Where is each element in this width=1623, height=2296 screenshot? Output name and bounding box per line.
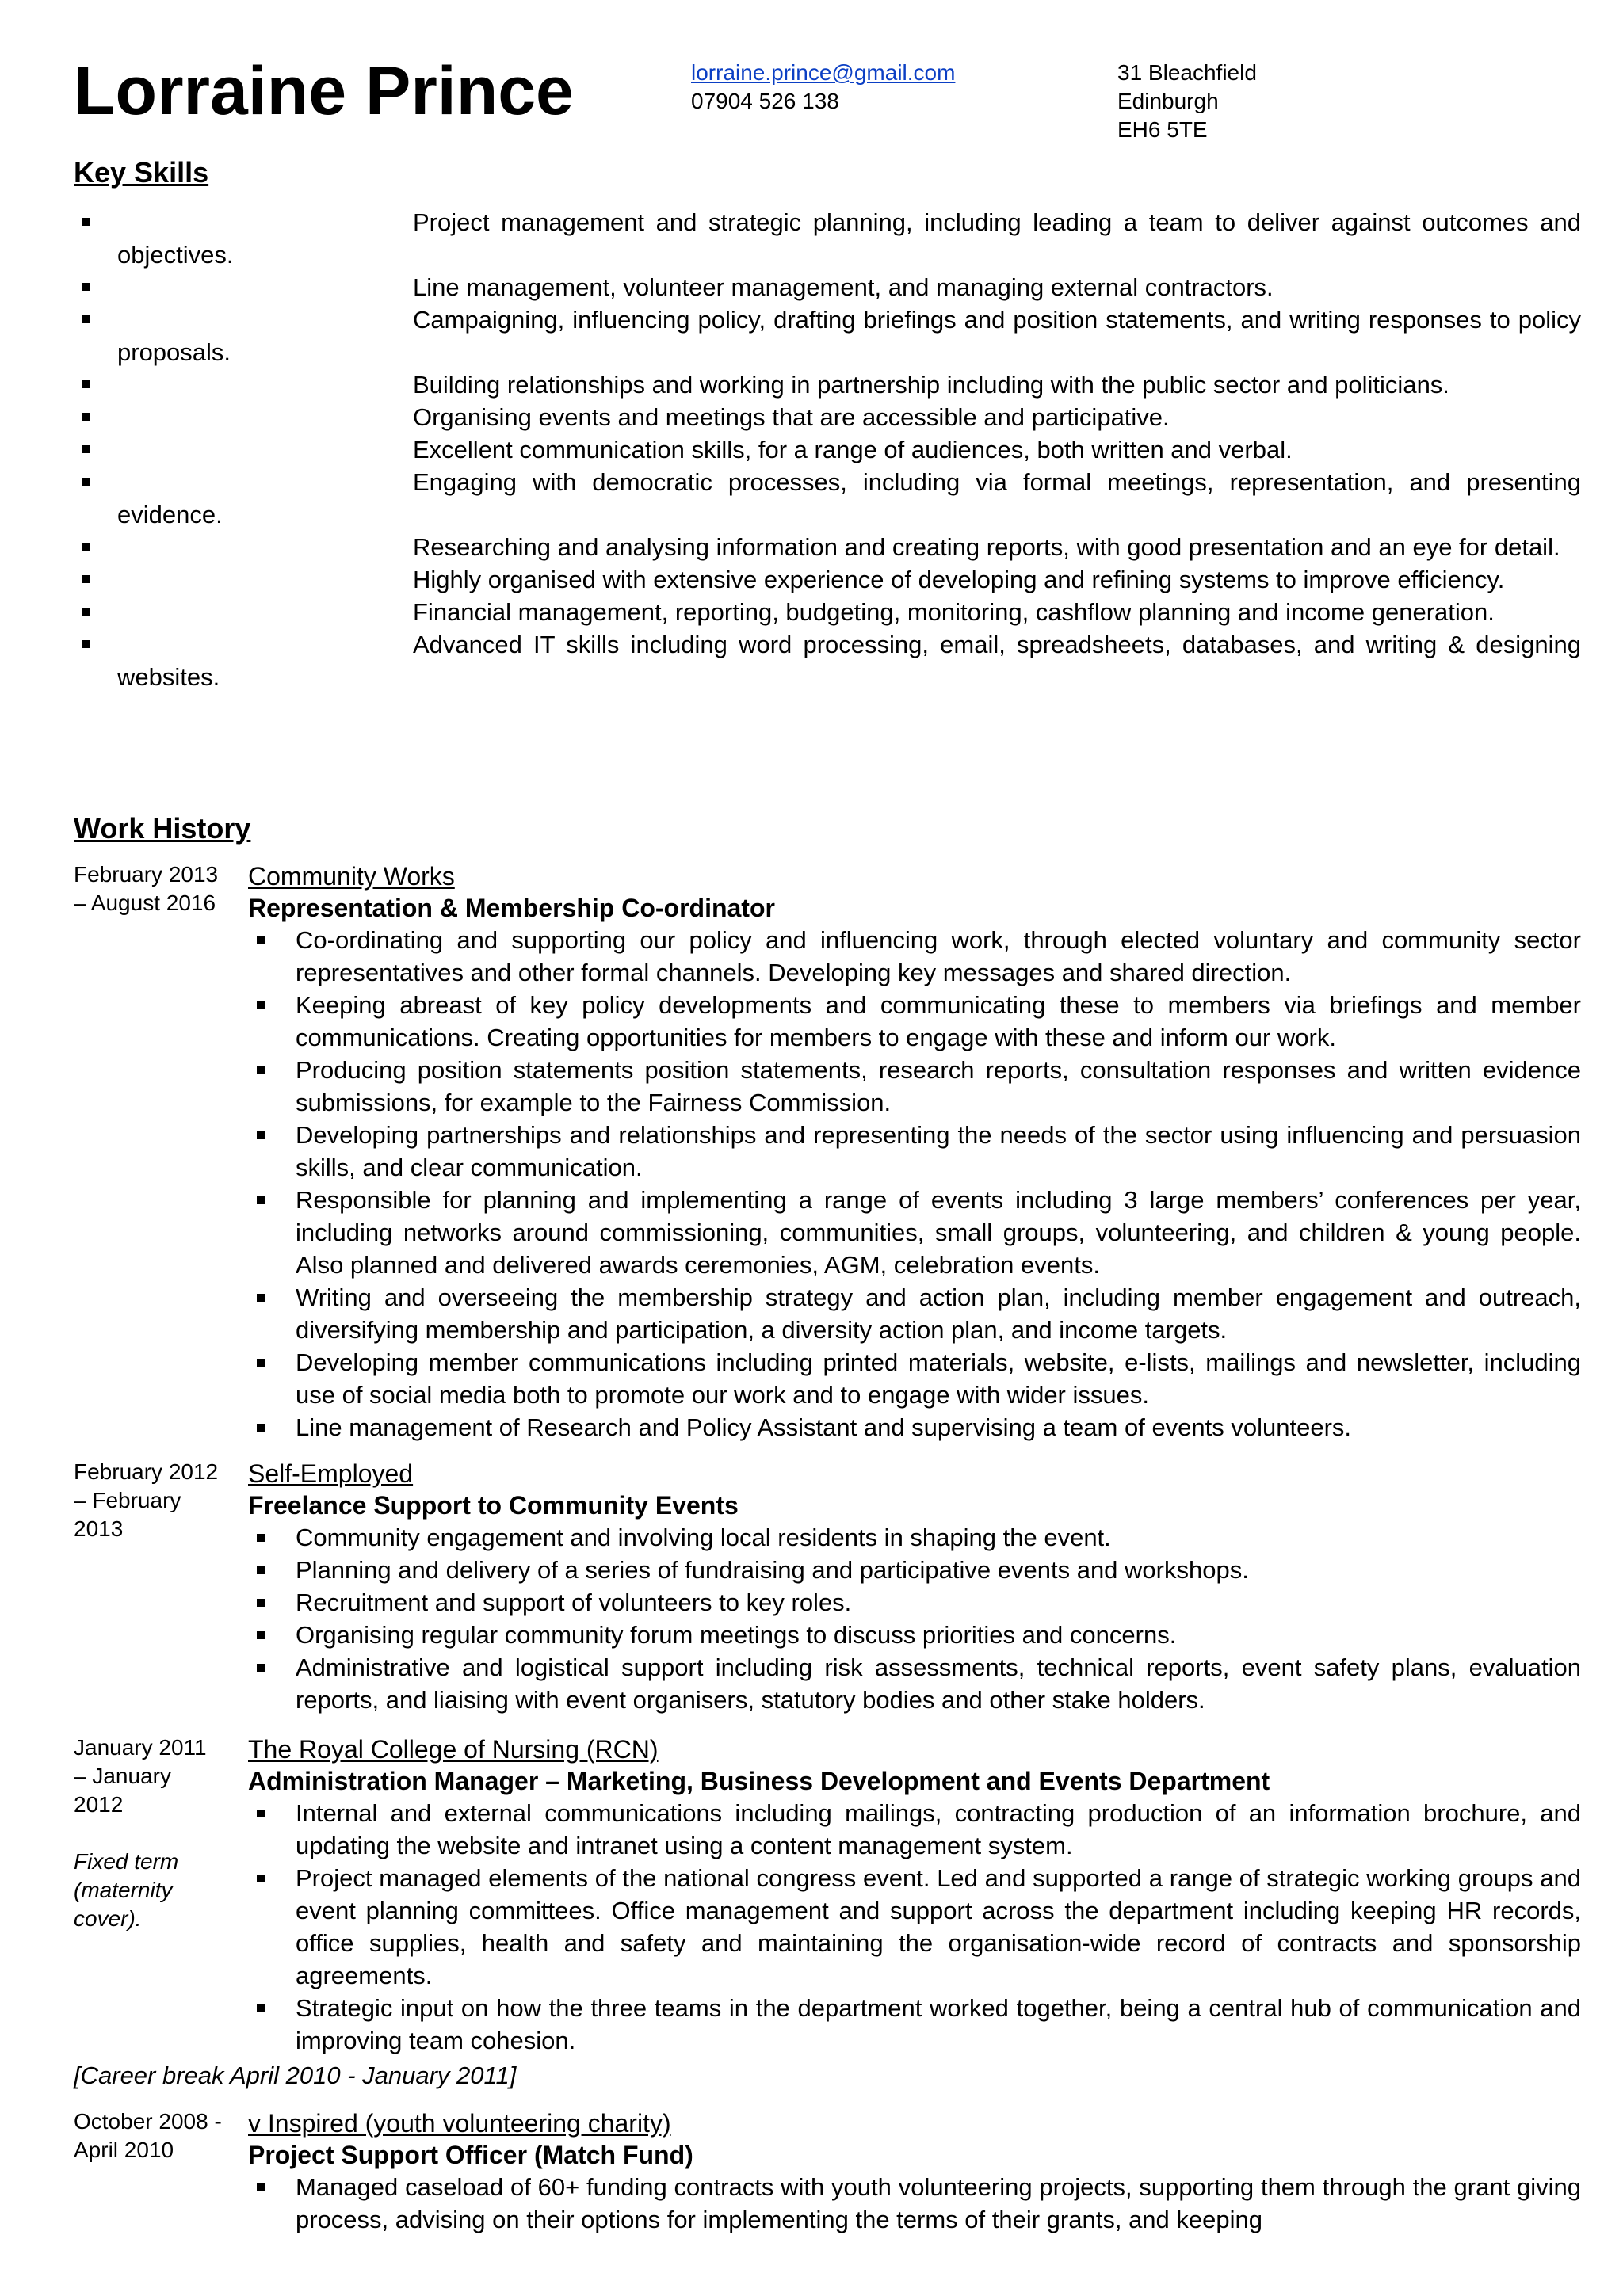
duty-item: Strategic input on how the three teams in the department worked together, being a central hub of communication and improving team cohesion. — [248, 1992, 1581, 2057]
duty-item: Developing member communications including printed materials, website, e-lists, mailings and newsletter, including use of social media both to promote our work and to engage with wider issues. — [248, 1346, 1581, 1411]
career-break-note: [Career break April 2010 - January 2011] — [74, 2061, 517, 2089]
job-date-range: January 2011 – January 2012 — [74, 1735, 207, 1817]
skill-item: Advanced IT skills including word processing, email, spreadsheets, databases, and writing & designing websites. — [74, 628, 1581, 693]
postal-address — [1117, 59, 1257, 144]
duty-item: Producing position statements position statements, research reports, consultation responses and written evidence submissions, for example to the Fairness Commission. — [248, 1054, 1581, 1119]
duty-item: Planning and delivery of a series of fundraising and participative events and workshops. — [248, 1554, 1581, 1586]
job-duties — [248, 1521, 1581, 1716]
job-duties — [248, 924, 1581, 1444]
job-dates — [74, 1733, 224, 1933]
skill-item: Engaging with democratic processes, including via formal meetings, representation, and presenting evidence. — [74, 466, 1581, 531]
duty-item: Managed caseload of 60+ funding contracts with youth volunteering projects, supporting them through the grant giving process, advising on their options for implementing the terms of their grants, and keeping — [248, 2171, 1581, 2236]
skill-item: Organising events and meetings that are accessible and participative. — [74, 401, 1581, 433]
duty-item: Internal and external communications including mailings, contracting production of an information brochure, and updating the website and intranet using a content management system. — [248, 1797, 1581, 1862]
address-line-2: Edinburgh — [1117, 89, 1219, 113]
skill-item: Highly organised with extensive experience of developing and refining systems to improve efficiency. — [74, 563, 1581, 596]
employer-name: v Inspired (youth volunteering charity) — [248, 2109, 671, 2138]
duty-item: Developing partnerships and relationships and representing the needs of the sector using influencing and persuasion skills, and clear communication. — [248, 1119, 1581, 1184]
skill-item: Researching and analysing information and creating reports, with good presentation and an eye for detail. — [74, 531, 1581, 563]
work-history-heading: Work History — [74, 812, 251, 845]
skill-item: Line management, volunteer management, and managing external contractors. — [74, 271, 1581, 303]
duty-item: Responsible for planning and implementing a range of events including 3 large members’ conferences per year, including networks around commissioning, communities, small groups, volunteering, and children & young people. Also planned and delivered awards ceremonies, AGM, celebration events. — [248, 1184, 1581, 1281]
skill-item: Building relationships and working in partnership including with the public sector and politicians. — [74, 368, 1581, 401]
job-dates: February 2013 – August 2016 — [74, 862, 219, 915]
duty-item: Line management of Research and Policy Assistant and supervising a team of events volunteers. — [248, 1411, 1581, 1444]
duty-item: Writing and overseeing the membership strategy and action plan, including member engagement and outreach, diversifying membership and participation, a diversity action plan, and income targets. — [248, 1281, 1581, 1346]
duty-item: Recruitment and support of volunteers to key roles. — [248, 1586, 1581, 1619]
employer-name: The Royal College of Nursing (RCN) — [248, 1735, 659, 1764]
address-line-1: 31 Bleachfield — [1117, 60, 1257, 85]
skill-item: Excellent communication skills, for a range of audiences, both written and verbal. — [74, 433, 1581, 466]
employer-name: Self-Employed — [248, 1459, 414, 1488]
key-skills-heading: Key Skills — [74, 156, 209, 189]
duty-item: Keeping abreast of key policy developments and communicating these to members via briefings and member communications. Creating opportunities for members to engage with these and inform our work. — [248, 989, 1581, 1054]
skill-item: Financial management, reporting, budgeting, monitoring, cashflow planning and income generation. — [74, 596, 1581, 628]
skill-item: Project management and strategic planning, including leading a team to deliver against outcomes and objectives. — [74, 206, 1581, 271]
key-skills-list — [74, 206, 1581, 693]
address-line-3: EH6 5TE — [1117, 117, 1208, 142]
job-title: Freelance Support to Community Events — [248, 1491, 739, 1520]
job-duties — [248, 2171, 1581, 2236]
duty-item: Organising regular community forum meetings to discuss priorities and concerns. — [248, 1619, 1581, 1651]
job-title: Representation & Membership Co-ordinator — [248, 894, 775, 922]
duty-item: Administrative and logistical support including risk assessments, technical reports, event safety plans, evaluation reports, and liaising with event organisers, statutory bodies and other stake holders. — [248, 1651, 1581, 1716]
duty-item: Co-ordinating and supporting our policy and influencing work, through elected voluntary and community sector representatives and other formal channels. Developing key messages and shared direction. — [248, 924, 1581, 989]
job-dates: February 2012 – February 2013 — [74, 1459, 219, 1541]
phone-number: 07904 526 138 — [691, 89, 839, 113]
skill-item: Campaigning, influencing policy, drafting briefings and position statements, and writing responses to policy proposals. — [74, 303, 1581, 368]
employer-name: Community Works — [248, 862, 455, 891]
job-title: Project Support Officer (Match Fund) — [248, 2141, 693, 2169]
duty-item: Project managed elements of the national congress event. Led and supported a range of strategic working groups and event planning committees. Office management and support across the department including keeping HR records, office supplies, health and safety and maintaining the organisation-wide record of contracts and sponsorship agreements. — [248, 1862, 1581, 1992]
job-title: Administration Manager – Marketing, Business Development and Events Department — [248, 1767, 1270, 1795]
candidate-name: Lorraine Prince — [74, 53, 574, 129]
contact-details — [691, 59, 955, 116]
job-dates: October 2008 - April 2010 — [74, 2109, 222, 2162]
email-link[interactable]: lorraine.prince@gmail.com — [691, 60, 956, 85]
job-contract-note: Fixed term (maternity cover). — [74, 1849, 179, 1931]
job-duties — [248, 1797, 1581, 2057]
duty-item: Community engagement and involving local residents in shaping the event. — [248, 1521, 1581, 1554]
